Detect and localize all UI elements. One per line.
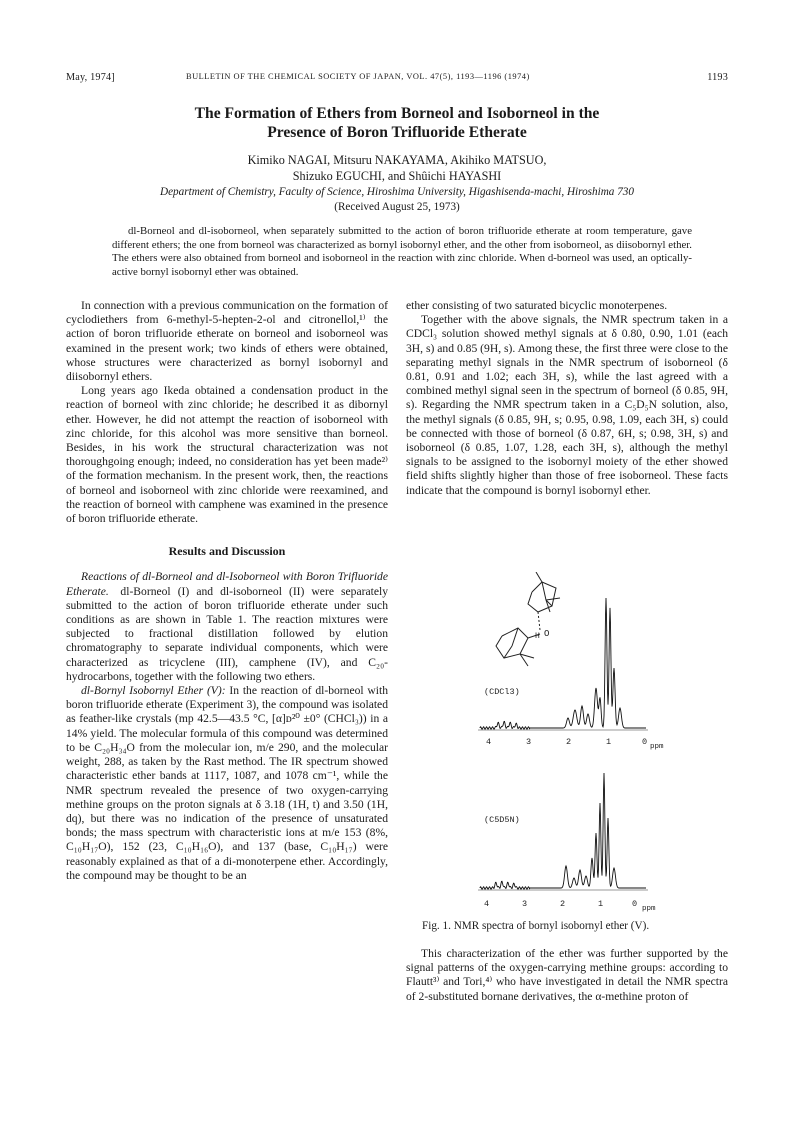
right-paragraph-1: ether consisting of two saturated bicyclic monoterpenes. (406, 299, 668, 312)
nmr-figure-svg (420, 572, 720, 912)
section-heading: Results and Discussion (168, 544, 286, 559)
spectrum-top-solvent: (CDCl3) (484, 687, 520, 697)
authors-line-2: Shizuko EGUCHI, and Shûichi HAYASHI (292, 169, 502, 183)
bottom-tick-3: 3 (522, 899, 528, 909)
article-title (66, 104, 728, 142)
right-column (406, 299, 728, 498)
running-head-journal: BULLETIN OF THE CHEMICAL SOCIETY OF JAPAN, VOL. 47(5), 1193—1196 (1974) (186, 72, 530, 81)
spectrum-bottom-axis (484, 899, 656, 912)
right-paragraph-2: Together with the above signals, the NMR spectrum taken in a CDCl₃ solution showed methyl signals at δ 0.80, 0.90, 1.01 (each 3H, s) and 0.85 (9H, s). Among these, the first three were close to the separating methyl signals in the NMR spectrum of isoborneol (δ 0.81, 0.91 and 1.02; each 3H, s), while the last agreed with a combined methyl signal seen in the spectrum of borneol (δ 0.85, 9H, s). Regarding the NMR spectrum taken in a C₅D₅N solution, also, the methyl signals (δ 0.85, 9H, s; 0.95, 0.98, 1.09, each 3H, s) could be connected with those of borneol (δ 0.87, 6H, s; 0.98, 3H, s) and isoborneol (δ 0.85, 1.07, 1.28, each 3H, s), although the methyl signals to be assigned to the isobornyl moiety of the ether showed field shifts slightly higher than those of free isoborneol. These facts indicate that the compound is bornyl isobornyl ether. (406, 313, 728, 497)
molecular-structure-drawing (496, 572, 560, 666)
results-paragraph-2 (66, 684, 388, 883)
spectrum-top-trace (480, 598, 646, 729)
author-list (66, 152, 728, 184)
figure-nmr-spectra (420, 572, 720, 912)
abstract: dl-Borneol and dl-isoborneol, when separately submitted to the action of boron trifluoride etherate at room temperature, gave different ethers; the one from borneol was characterized as bornyl isobornyl ether, and the other from isoborneol, as diisobornyl ether. The ethers were also obtained from borneol and isoborneol in the reaction with zinc chloride. When d-borneol was used, an optically-active bornyl isobornyl ether was obtained. (112, 225, 692, 278)
page-number: 1193 (707, 72, 728, 83)
left-column (66, 299, 388, 883)
bottom-tick-1: 1 (598, 899, 604, 909)
subsection-heading-reactions: Reactions of dl-Borneol and dl-Isoborneol with Boron Trifluoride Etherate. (66, 570, 388, 598)
results-paragraph-1-text: dl-Borneol (I) and dl-isoborneol (II) were separately submitted to the action of boron trifluoride etherate under such conditions as are shown in Table 1. The reaction mixtures were subjected to fractional distillation followed by elution chromatography to separate individual components, which were characterized as tricyclene (III), camphene (IV), and C₂₀-hydrocarbons, together with the following two ethers. (66, 584, 388, 683)
spectrum-bottom-solvent: (C5D5N) (484, 815, 520, 825)
bottom-tick-2: 2 (560, 899, 566, 909)
top-tick-2: 2 (566, 737, 572, 747)
spectrum-top-axis (486, 737, 664, 751)
top-axis-unit: ppm (650, 743, 664, 751)
right-paragraph-3: This characterization of the ether was further supported by the signal patterns of the oxygen-carrying methine groups: according to Flautt³⁾ and Tori,⁴⁾ who have investigated in detail the NMR spectra of 2-substituted bornane derivatives, the α-methine proton of (406, 947, 728, 1003)
top-tick-0: 0 (642, 737, 648, 747)
title-line-2: Presence of Boron Trifluoride Etherate (267, 124, 527, 141)
running-head (66, 72, 728, 86)
bottom-axis-unit: ppm (642, 905, 656, 912)
running-head-date: May, 1974] (66, 72, 115, 83)
bottom-tick-0: 0 (632, 899, 638, 909)
intro-paragraph-1: In connection with a previous communication on the formation of cyclodiethers from 6-methyl-5-hepten-2-ol and citronellol,¹⁾ the action of boron trifluoride etherate on borneol and isoborneol was examined in the present work; two kinds of ethers were obtained, whose structures were characterized as bornyl isobornyl and diisobornyl ethers. (66, 299, 388, 384)
received-date: (Received August 25, 1973) (334, 201, 460, 213)
authors-line-1: Kimiko NAGAI, Mitsuru NAKAYAMA, Akihiko MATSUO, (247, 153, 547, 167)
subsection-heading-ether-v: dl-Bornyl Isobornyl Ether (V): (81, 684, 226, 698)
structure-label-h: H (535, 632, 540, 641)
spectrum-bottom-trace (480, 773, 646, 889)
title-line-1: The Formation of Ethers from Borneol and Isoborneol in the (194, 105, 600, 122)
intro-paragraph-2: Long years ago Ikeda obtained a condensation product in the reaction of borneol with zinc chloride; he described it as dibornyl ether. However, he did not attempt the reaction of isoborneol with zinc chloride, for this alcohol was more sensitive than borneol. Besides, in his work the structural characterization was not thoroughgoing enough; indeed, no consideration has yet been made²⁾ of the formation mechanism. In the present work, then, the reactions of borneol and isoborneol with zinc chloride were reexamined, and the reaction of borneol with camphene was examined in the presence of boron trifluoride etherate. (66, 384, 388, 526)
results-paragraph-2-text: In the reaction of dl-borneol with boron trifluoride etherate (Experiment 3), the compound was isolated as feather-like crystals (mp 42.5—43.5 °C, [α]ᴅ²⁰ ±0° (CHCl₃)) in a 14% yield. The molecular formula of this compound was determined to be C₂₀H₃₄O from the molecular ion, m/e 290, and the molecular weight, 288, as taken by the Rast method. The IR spectrum showed characteristic ether bands at 1117, 1087, and 1078 cm⁻¹, while the NMR spectrum revealed the presence of two oxygen-carrying methine groups on the proton signals at δ 3.18 (1H, t) and 3.50 (1H, dq), but there was no indication of the presence of unsaturated bonds; the mass spectrum with characteristic ions at m/e 153 (8%, C₁₀H₁₇O), 152 (23, C₁₀H₁₆O), and 137 (base, C₁₀H₁₇) were reasonably explained as that of a di-monoterpene ether. Accordingly, the compound may be thought to be an (66, 684, 388, 882)
figure-caption: Fig. 1. NMR spectra of bornyl isobornyl ether (V). (422, 920, 650, 932)
bottom-tick-4: 4 (484, 899, 490, 909)
top-tick-1: 1 (606, 737, 612, 747)
right-column-continued (406, 947, 728, 1004)
top-tick-4: 4 (486, 737, 492, 747)
top-tick-3: 3 (526, 737, 532, 747)
results-paragraph-1 (66, 570, 388, 684)
structure-label-o: O (544, 629, 550, 639)
affiliation: Department of Chemistry, Faculty of Science, Hiroshima University, Higashisenda-machi, Hiroshima 730 (160, 186, 634, 198)
